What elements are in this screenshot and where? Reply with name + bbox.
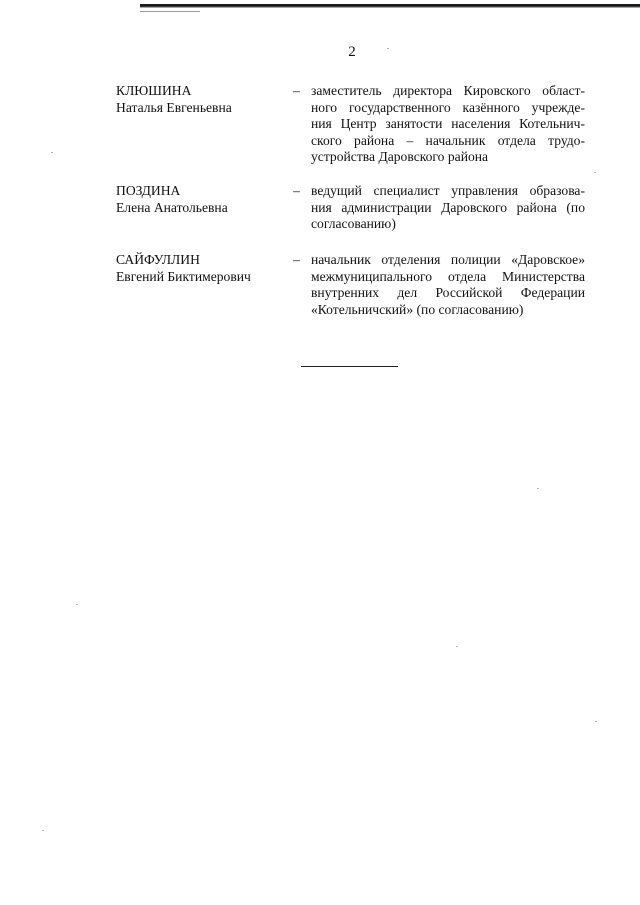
end-of-list-rule [301,366,398,367]
member-role-line: межмуниципального отдела Министерства [311,268,585,284]
member-given-name: Елена Анатольевна [116,199,228,215]
member-dash: – [293,83,300,98]
member-role-line: согласованию) [311,216,396,232]
scan-speck [594,172,596,173]
member-name-block [116,83,286,116]
member-role-line: заместитель директора Кировского област- [311,83,585,98]
member-role-line: ния Центр занятости населения Котельнич- [311,116,585,132]
member-role-line: ского района – начальник отдела трудо- [311,132,585,148]
member-role-line: ного государственного казённого учрежде- [311,99,585,115]
scan-edge-line [140,4,640,8]
member-role-line: устройства Даровского района [311,149,489,165]
member-surname: ПОЗДИНА [116,183,181,198]
member-role-line: начальник отделения полиции «Даровское» [311,252,585,267]
scan-speck [76,604,78,605]
member-role [311,83,585,166]
member-role-line: ния администрации Даровского района (по [311,199,585,215]
member-role-line: ведущий специалист управления образова- [311,183,585,198]
scan-speck [42,830,44,831]
member-given-name: Наталья Евгеньевна [116,99,232,115]
member-role-line: «Котельничский» (по согласованию) [311,301,524,317]
member-surname: КЛЮШИНА [116,83,192,98]
scan-edge-shadow [140,11,200,12]
member-role-line: внутренних дел Российской Федерации [311,285,585,301]
member-name-block [116,183,286,216]
member-dash: – [293,183,300,198]
page-number: 2 [348,44,356,60]
scan-speck [595,721,597,722]
member-surname: САЙФУЛЛИН [116,252,200,267]
scan-speck [387,48,389,49]
member-given-name: Евгений Биктимерович [116,268,251,284]
member-role [311,252,585,318]
scan-speck [537,488,539,489]
scan-speck [456,646,458,647]
member-name-block [116,252,286,285]
member-role [311,183,585,233]
scan-speck [51,152,53,153]
member-dash: – [293,252,300,267]
